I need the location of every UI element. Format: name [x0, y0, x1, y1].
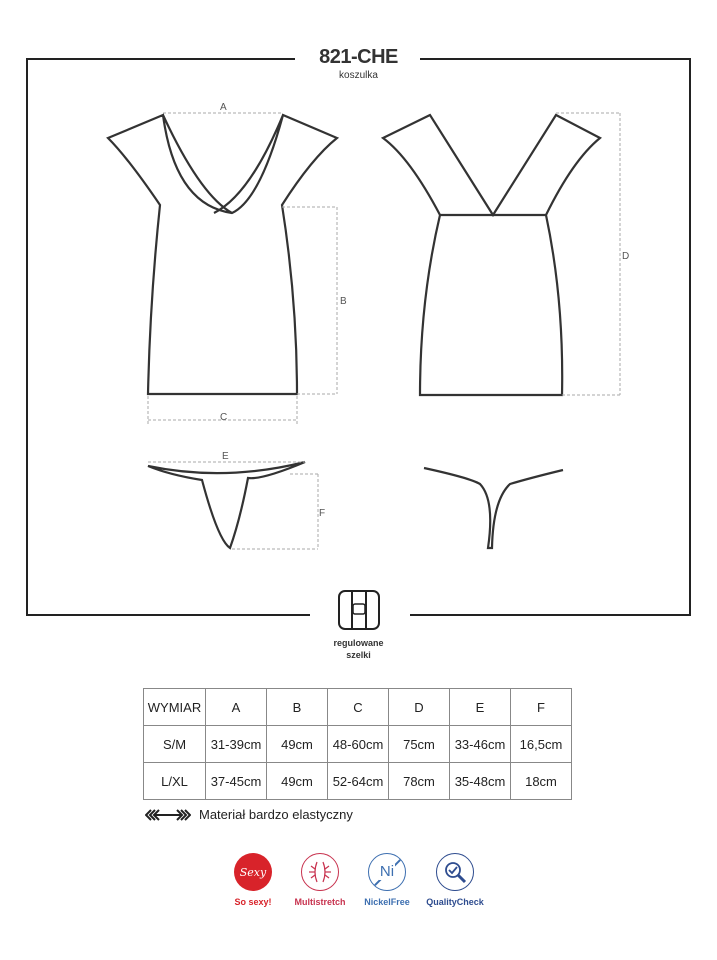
table-header: D	[389, 689, 450, 726]
table-cell: 35-48cm	[450, 763, 511, 800]
multistretch-icon	[301, 853, 339, 891]
table-header: B	[267, 689, 328, 726]
table-header: C	[328, 689, 389, 726]
elastic-note	[145, 807, 353, 822]
chemise-front	[108, 115, 337, 394]
frame	[27, 59, 690, 615]
table-header: WYMIAR	[144, 689, 206, 726]
adjustable-straps-icon	[339, 591, 379, 629]
table-cell: 16,5cm	[511, 726, 572, 763]
label-b: B	[340, 296, 347, 307]
table-cell: L/XL	[144, 763, 206, 800]
badge-label: So sexy!	[234, 897, 272, 907]
table-cell: 37-45cm	[206, 763, 267, 800]
label-a: A	[220, 102, 227, 113]
table-cell: S/M	[144, 726, 206, 763]
table-cell: 48-60cm	[328, 726, 389, 763]
feature-label	[300, 637, 417, 661]
table-row	[144, 726, 572, 763]
label-d: D	[622, 251, 630, 262]
sexy-icon	[234, 853, 272, 891]
table-cell: 31-39cm	[206, 726, 267, 763]
thong-back	[424, 468, 563, 548]
chemise-back	[383, 115, 600, 395]
thong-front	[148, 462, 305, 548]
label-e: E	[222, 451, 229, 462]
table-cell: 33-46cm	[450, 726, 511, 763]
badge-nickel-free	[352, 853, 422, 907]
product-code: 821-CHE	[319, 46, 398, 68]
table-cell: 52-64cm	[328, 763, 389, 800]
table-row	[144, 763, 572, 800]
label-c: C	[220, 412, 228, 423]
badge-label: QualityCheck	[426, 897, 484, 907]
table-cell: 49cm	[267, 726, 328, 763]
badge-label: Multistretch	[294, 897, 346, 907]
table-cell: 78cm	[389, 763, 450, 800]
feature-line2: szelki	[346, 650, 371, 660]
table-header: A	[206, 689, 267, 726]
feature-line1: regulowane	[333, 638, 384, 648]
badge-quality-check	[420, 853, 490, 907]
product-type: koszulka	[339, 70, 378, 81]
nickel-free-icon	[368, 853, 406, 891]
label-f: F	[319, 508, 326, 519]
sexy-glyph: Sexy	[239, 865, 267, 879]
size-table	[143, 688, 572, 800]
table-cell: 75cm	[389, 726, 450, 763]
table-cell: 49cm	[267, 763, 328, 800]
nickel-glyph: Ni	[379, 863, 395, 880]
table-header-row	[144, 689, 572, 726]
table-cell: 18cm	[511, 763, 572, 800]
quality-check-icon	[436, 853, 474, 891]
stretch-arrows-icon	[145, 809, 191, 821]
elastic-note-text: Materiał bardzo elastyczny	[199, 807, 353, 822]
table-header: E	[450, 689, 511, 726]
table-header: F	[511, 689, 572, 726]
badge-multistretch	[285, 853, 355, 907]
badge-label: NickelFree	[364, 897, 410, 907]
badge-so-sexy	[218, 853, 288, 907]
